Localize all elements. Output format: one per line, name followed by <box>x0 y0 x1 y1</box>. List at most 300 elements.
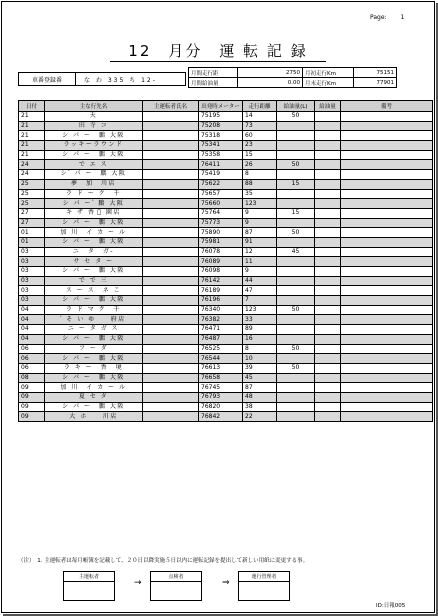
cell-km: 89 <box>243 325 277 335</box>
table-row <box>19 170 433 180</box>
cell-dest: ス ー ス ネ こ <box>45 286 143 296</box>
cell-drv <box>143 247 199 257</box>
cell-km: 8 <box>243 344 277 354</box>
cell-rem <box>341 373 433 383</box>
cell-f2 <box>315 363 341 373</box>
cell-fuel: 45 <box>277 247 315 257</box>
cell-rem <box>341 237 433 247</box>
cell-drv <box>143 296 199 306</box>
cell-km: 47 <box>243 286 277 296</box>
cell-f2 <box>315 392 341 402</box>
cell-km: 23 <box>243 141 277 151</box>
table-row <box>19 199 433 209</box>
vehicle-value: な わ 335 ち 12- <box>84 76 157 84</box>
summary-label2: 月末走行Km <box>303 78 354 88</box>
cell-rem <box>341 315 433 325</box>
cell-dest: 加 川 イ カ ー ル <box>45 383 143 393</box>
column-header: 出発時メーター <box>199 101 243 112</box>
cell-km: 88 <box>243 179 277 189</box>
cell-dest: フ ー ダ <box>45 344 143 354</box>
table-row <box>19 257 433 267</box>
cell-rem <box>341 247 433 257</box>
cell-drv <box>143 208 199 218</box>
cell-f2 <box>315 412 341 422</box>
cell-f2 <box>315 218 341 228</box>
summary-label: 月間走行距 <box>189 68 238 78</box>
cell-km: 33 <box>243 315 277 325</box>
cell-f2 <box>315 247 341 257</box>
cell-drv <box>143 112 199 122</box>
cell-date: 06 <box>19 354 45 364</box>
column-header: 給油量 <box>315 101 341 112</box>
cell-dest: ゙ そ い ゆ 府店 <box>45 315 143 325</box>
cell-km: 14 <box>243 112 277 122</box>
cell-km: 10 <box>243 354 277 364</box>
cell-date: 25 <box>19 199 45 209</box>
cell-date: 27 <box>19 208 45 218</box>
cell-drv <box>143 276 199 286</box>
cell-date: 24 <box>19 170 45 180</box>
summary-value: 0.00 <box>238 78 303 88</box>
cell-drv <box>143 354 199 364</box>
cell-date: 08 <box>19 373 45 383</box>
cell-meter: 76078 <box>199 247 243 257</box>
cell-fuel <box>277 189 315 199</box>
cell-date: 03 <box>19 276 45 286</box>
cell-meter: 75208 <box>199 121 243 131</box>
cell-drv <box>143 141 199 151</box>
cell-km: 123 <box>243 199 277 209</box>
cell-fuel <box>277 121 315 131</box>
cell-km: 87 <box>243 228 277 238</box>
summary-row <box>189 68 397 78</box>
cell-f2 <box>315 112 341 122</box>
cell-rem <box>341 199 433 209</box>
cell-fuel <box>277 267 315 277</box>
cell-dest: 夏 セ タ <box>45 392 143 402</box>
column-header: 主運転者氏名 <box>143 101 199 112</box>
cell-fuel <box>277 170 315 180</box>
cell-rem <box>341 363 433 373</box>
cell-drv <box>143 267 199 277</box>
table-row <box>19 121 433 131</box>
summary-label2: 月初走行Km <box>303 68 354 78</box>
cell-meter: 76658 <box>199 373 243 383</box>
cell-meter: 76098 <box>199 267 243 277</box>
table-row <box>19 150 433 160</box>
cell-drv <box>143 160 199 170</box>
cell-meter: 75981 <box>199 237 243 247</box>
cell-date: 09 <box>19 383 45 393</box>
cell-f2 <box>315 199 341 209</box>
cell-meter: 76471 <box>199 325 243 335</box>
table-row <box>19 402 433 412</box>
cell-f2 <box>315 296 341 306</box>
cell-date: 03 <box>19 296 45 306</box>
cell-date: 21 <box>19 141 45 151</box>
cell-f2 <box>315 179 341 189</box>
cell-rem <box>341 218 433 228</box>
cell-drv <box>143 363 199 373</box>
cell-km: 73 <box>243 121 277 131</box>
cell-fuel <box>277 150 315 160</box>
table-row <box>19 228 433 238</box>
flow-box-manager: 運行管理者 <box>238 571 290 601</box>
cell-dest: シ パ ー 鵬 大阪 <box>45 402 143 412</box>
cell-drv <box>143 228 199 238</box>
cell-f2 <box>315 276 341 286</box>
cell-dest: ラ ド ー ク 千 <box>45 189 143 199</box>
cell-f2 <box>315 334 341 344</box>
vehicle-registration <box>18 72 186 86</box>
cell-date: 09 <box>19 402 45 412</box>
cell-meter: 75195 <box>199 112 243 122</box>
table-row <box>19 141 433 151</box>
cell-fuel: 50 <box>277 344 315 354</box>
cell-drv <box>143 412 199 422</box>
cell-fuel <box>277 315 315 325</box>
cell-meter: 76793 <box>199 392 243 402</box>
table-row <box>19 392 433 402</box>
cell-km: 38 <box>243 402 277 412</box>
cell-meter: 75358 <box>199 150 243 160</box>
cell-date: 09 <box>19 412 45 422</box>
cell-km: 9 <box>243 218 277 228</box>
table-row <box>19 344 433 354</box>
cell-drv <box>143 170 199 180</box>
cell-meter: 75318 <box>199 131 243 141</box>
cell-fuel: 15 <box>277 208 315 218</box>
footnote: （注） 1. 主運転者は毎月帳簿を記載して、２０日以降実施５日以内に運転記録を提出して新しい用紙に変更する事。 <box>18 558 309 564</box>
table-row <box>19 189 433 199</box>
cell-meter: 76189 <box>199 286 243 296</box>
table-row <box>19 334 433 344</box>
cell-dest: シ パ ー 鵬 大阪 <box>45 354 143 364</box>
cell-f2 <box>315 373 341 383</box>
cell-km: 9 <box>243 267 277 277</box>
cell-km: 45 <box>243 373 277 383</box>
cell-f2 <box>315 160 341 170</box>
cell-f2 <box>315 208 341 218</box>
column-header: 走行距離 <box>243 101 277 112</box>
cell-date: 03 <box>19 257 45 267</box>
cell-date: 25 <box>19 189 45 199</box>
cell-rem <box>341 112 433 122</box>
column-header: 備考 <box>341 101 433 112</box>
flow-box-inspector: 点検者 <box>150 571 202 601</box>
cell-fuel <box>277 402 315 412</box>
cell-fuel <box>277 296 315 306</box>
cell-dest: で で 三 <box>45 276 143 286</box>
cell-rem <box>341 334 433 344</box>
cell-km: 87 <box>243 383 277 393</box>
flow-box-driver: 主運転者 <box>63 571 115 601</box>
cell-date: 04 <box>19 315 45 325</box>
document-title: 12 月分 運 転 記 録 <box>128 42 308 60</box>
page-number: Page: 1 <box>370 14 405 21</box>
cell-km: 9 <box>243 208 277 218</box>
cell-meter: 76613 <box>199 363 243 373</box>
cell-date: 01 <box>19 228 45 238</box>
cell-drv <box>143 325 199 335</box>
cell-meter: 76544 <box>199 354 243 364</box>
cell-km: 91 <box>243 237 277 247</box>
cell-meter: 75773 <box>199 218 243 228</box>
cell-drv <box>143 150 199 160</box>
form-id: ID:日報005 <box>376 603 406 609</box>
cell-km: 11 <box>243 257 277 267</box>
vehicle-label: 車番登録番 <box>19 73 76 85</box>
table-row <box>19 179 433 189</box>
cell-dest: シ パ ー 鵬 大阪 <box>45 296 143 306</box>
cell-fuel <box>277 237 315 247</box>
cell-drv <box>143 334 199 344</box>
cell-date: 04 <box>19 325 45 335</box>
cell-dest: シ パ ー 鵬 大阪 <box>45 218 143 228</box>
driving-log-table <box>18 100 433 422</box>
table-row <box>19 160 433 170</box>
cell-f2 <box>315 402 341 412</box>
cell-rem <box>341 160 433 170</box>
cell-date: 06 <box>19 344 45 354</box>
table-row <box>19 276 433 286</box>
cell-date: 03 <box>19 267 45 277</box>
cell-km: 16 <box>243 334 277 344</box>
cell-rem <box>341 344 433 354</box>
table-row <box>19 373 433 383</box>
title-underline <box>110 61 326 62</box>
column-header: 日付 <box>19 101 45 112</box>
cell-fuel <box>277 286 315 296</box>
cell-dest: ラッキーラウンド <box>45 141 143 151</box>
cell-dest: ラ キ ー 香 境 <box>45 363 143 373</box>
cell-f2 <box>315 257 341 267</box>
cell-drv <box>143 237 199 247</box>
cell-fuel: 50 <box>277 112 315 122</box>
cell-f2 <box>315 170 341 180</box>
cell-date: 21 <box>19 112 45 122</box>
cell-drv <box>143 257 199 267</box>
cell-drv <box>143 392 199 402</box>
table-row <box>19 363 433 373</box>
cell-km: 123 <box>243 305 277 315</box>
cell-date: 06 <box>19 363 45 373</box>
cell-rem <box>341 305 433 315</box>
cell-rem <box>341 354 433 364</box>
cell-meter: 75764 <box>199 208 243 218</box>
cell-rem <box>341 257 433 267</box>
cell-date: 04 <box>19 334 45 344</box>
cell-fuel <box>277 354 315 364</box>
flow-arrow-1: → <box>134 578 142 588</box>
cell-f2 <box>315 150 341 160</box>
cell-rem <box>341 412 433 422</box>
table-row <box>19 112 433 122</box>
cell-rem <box>341 228 433 238</box>
cell-date: 21 <box>19 121 45 131</box>
cell-km: 60 <box>243 131 277 141</box>
cell-f2 <box>315 315 341 325</box>
cell-km: 7 <box>243 296 277 306</box>
cell-drv <box>143 199 199 209</box>
column-header: 給油量(L) <box>277 101 315 112</box>
cell-rem <box>341 179 433 189</box>
cell-f2 <box>315 286 341 296</box>
monthly-summary <box>188 67 397 88</box>
cell-dest: サ セ タ ー <box>45 257 143 267</box>
cell-drv <box>143 383 199 393</box>
cell-dest: 天 <box>45 112 143 122</box>
cell-dest: シ パ ー 鵬 大阪 <box>45 373 143 383</box>
cell-km: 8 <box>243 170 277 180</box>
cell-meter: 76487 <box>199 334 243 344</box>
cell-fuel <box>277 131 315 141</box>
cell-drv <box>143 344 199 354</box>
cell-meter: 76745 <box>199 383 243 393</box>
cell-dest: 夢 加 川店 <box>45 179 143 189</box>
cell-f2 <box>315 141 341 151</box>
cell-f2 <box>315 121 341 131</box>
summary-row <box>189 78 397 88</box>
cell-date: 09 <box>19 392 45 402</box>
cell-meter: 75890 <box>199 228 243 238</box>
cell-dest: シ パ ー 鵬 大阪 <box>45 267 143 277</box>
cell-fuel <box>277 199 315 209</box>
cell-date: 21 <box>19 150 45 160</box>
cell-dest: ラ ド マ ク 千 <box>45 305 143 315</box>
cell-km: 48 <box>243 392 277 402</box>
cell-rem <box>341 296 433 306</box>
table-row <box>19 383 433 393</box>
cell-meter: 76196 <box>199 296 243 306</box>
cell-dest: シ ゙ パ ー 鵬 大阪 <box>45 170 143 180</box>
cell-rem <box>341 402 433 412</box>
cell-rem <box>341 131 433 141</box>
cell-fuel: 50 <box>277 305 315 315</box>
cell-dest: シ パ ー 鵬 大阪 <box>45 131 143 141</box>
cell-km: 35 <box>243 189 277 199</box>
cell-f2 <box>315 354 341 364</box>
table-row <box>19 305 433 315</box>
cell-dest: シ パ ー 鵬 大阪 <box>45 334 143 344</box>
table-row <box>19 131 433 141</box>
cell-drv <box>143 218 199 228</box>
cell-km: 26 <box>243 160 277 170</box>
flow-arrow-2: ⇒ <box>222 578 230 588</box>
cell-dest: 加 川 イ カ ー ル <box>45 228 143 238</box>
summary-label: 月間給油量 <box>189 78 238 88</box>
cell-date: 03 <box>19 286 45 296</box>
summary-value2: 75151 <box>354 68 397 78</box>
cell-rem <box>341 150 433 160</box>
cell-dest: ニ タ ガ- <box>45 247 143 257</box>
table-row <box>19 218 433 228</box>
cell-km: 39 <box>243 363 277 373</box>
cell-km: 15 <box>243 150 277 160</box>
cell-f2 <box>315 131 341 141</box>
cell-date: 27 <box>19 218 45 228</box>
cell-fuel: 50 <box>277 363 315 373</box>
table-row <box>19 247 433 257</box>
cell-fuel <box>277 373 315 383</box>
cell-rem <box>341 170 433 180</box>
summary-value2: 77901 <box>354 78 397 88</box>
cell-dest: で エ ス <box>45 160 143 170</box>
cell-meter: 76382 <box>199 315 243 325</box>
cell-f2 <box>315 237 341 247</box>
cell-date: 03 <box>19 247 45 257</box>
cell-drv <box>143 305 199 315</box>
cell-f2 <box>315 305 341 315</box>
cell-dest: シ パ ー 鵬 大阪 <box>45 237 143 247</box>
cell-rem <box>341 286 433 296</box>
cell-fuel: 50 <box>277 228 315 238</box>
cell-f2 <box>315 383 341 393</box>
cell-rem <box>341 141 433 151</box>
cell-rem <box>341 267 433 277</box>
cell-fuel <box>277 325 315 335</box>
cell-drv <box>143 189 199 199</box>
table-row <box>19 296 433 306</box>
cell-f2 <box>315 267 341 277</box>
cell-km: 44 <box>243 276 277 286</box>
cell-meter: 75622 <box>199 179 243 189</box>
cell-f2 <box>315 228 341 238</box>
table-row <box>19 286 433 296</box>
cell-meter: 75341 <box>199 141 243 151</box>
cell-meter: 75657 <box>199 189 243 199</box>
table-row <box>19 315 433 325</box>
cell-drv <box>143 315 199 325</box>
table-row <box>19 354 433 364</box>
cell-fuel <box>277 334 315 344</box>
cell-rem <box>341 325 433 335</box>
cell-fuel <box>277 276 315 286</box>
cell-date: 04 <box>19 305 45 315</box>
table-row <box>19 267 433 277</box>
cell-fuel <box>277 383 315 393</box>
cell-drv <box>143 402 199 412</box>
cell-km: 22 <box>243 412 277 422</box>
cell-rem <box>341 208 433 218</box>
cell-drv <box>143 373 199 383</box>
cell-rem <box>341 383 433 393</box>
cell-meter: 76525 <box>199 344 243 354</box>
cell-date: 01 <box>19 237 45 247</box>
table-row <box>19 325 433 335</box>
cell-km: 12 <box>243 247 277 257</box>
cell-fuel <box>277 257 315 267</box>
cell-fuel <box>277 392 315 402</box>
cell-meter: 76142 <box>199 276 243 286</box>
cell-dest: シ パ ー 鵬 大阪 <box>45 150 143 160</box>
summary-value: 2750 <box>238 68 303 78</box>
cell-drv <box>143 179 199 189</box>
cell-rem <box>341 121 433 131</box>
cell-fuel: 50 <box>277 160 315 170</box>
table-row <box>19 412 433 422</box>
cell-meter: 76820 <box>199 402 243 412</box>
cell-fuel <box>277 218 315 228</box>
cell-meter: 76411 <box>199 160 243 170</box>
cell-dest: 大 ホ 川店 <box>45 412 143 422</box>
table-row <box>19 237 433 247</box>
cell-date: 21 <box>19 131 45 141</box>
table-row <box>19 208 433 218</box>
cell-dest: ニ ー タ ガ ス <box>45 325 143 335</box>
cell-date: 24 <box>19 160 45 170</box>
cell-rem <box>341 189 433 199</box>
